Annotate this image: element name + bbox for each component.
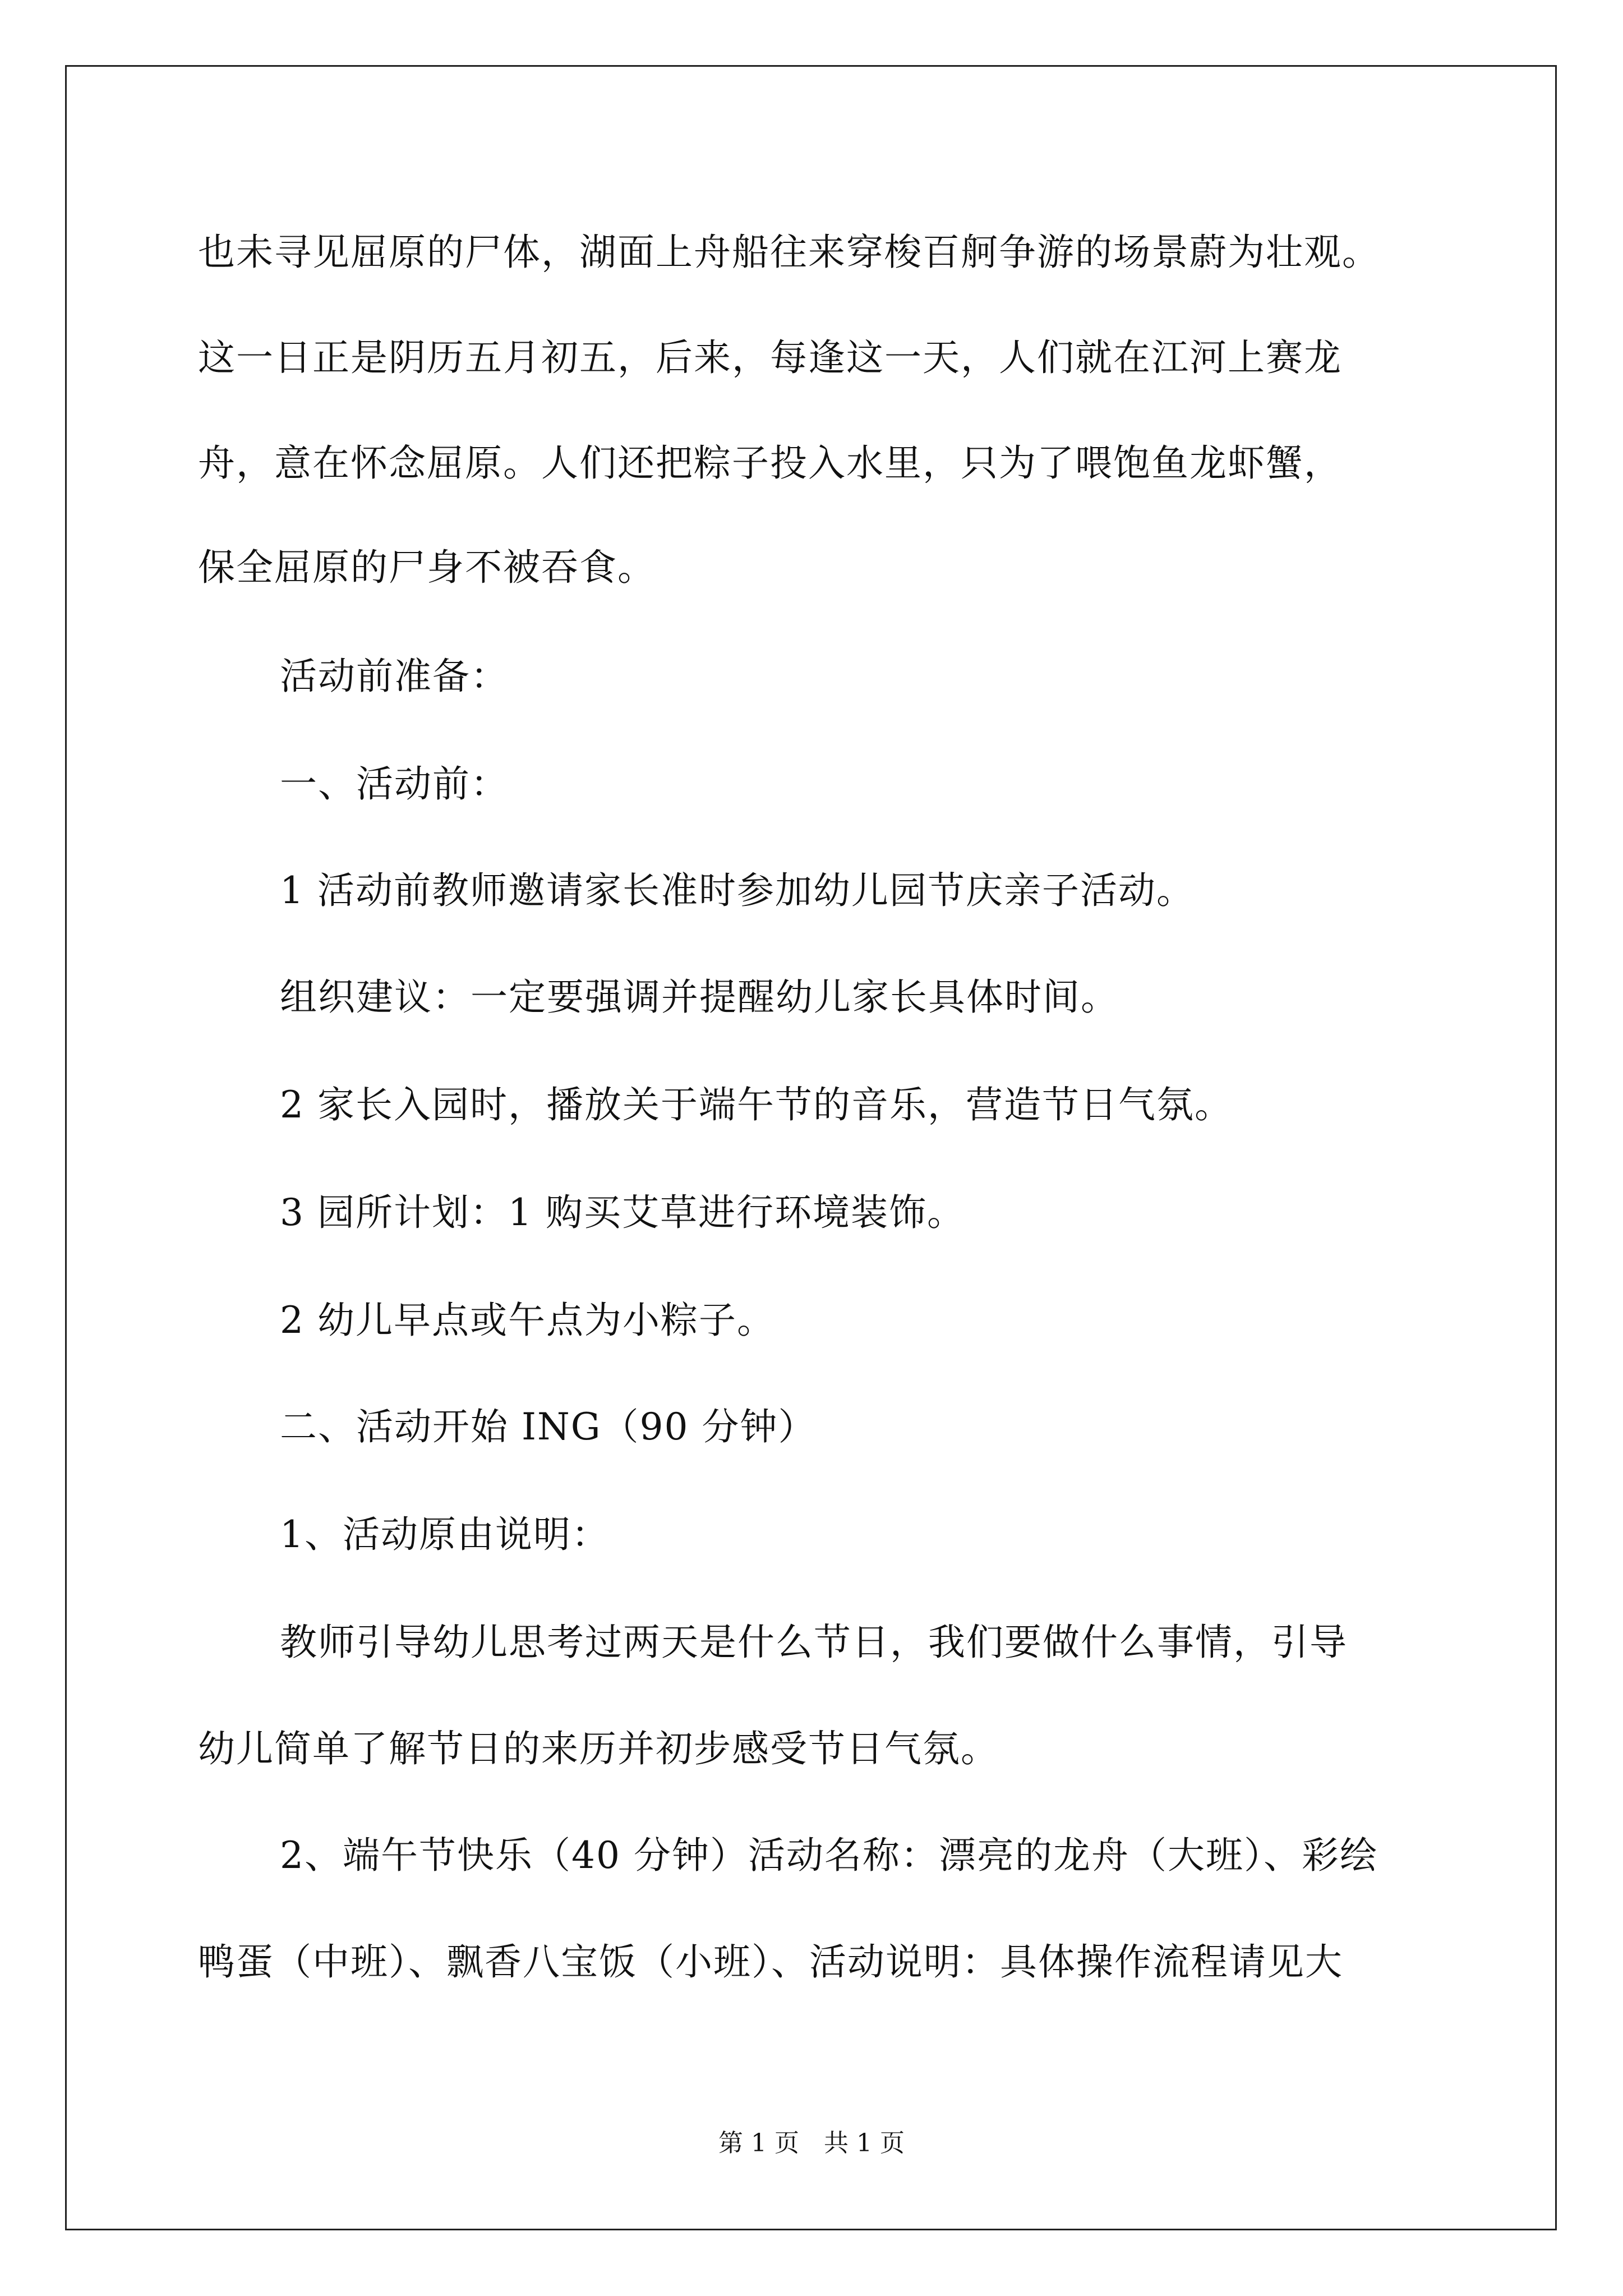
text-line: 鸭蛋（中班）、飘香八宝饭（小班）、活动说明：具体操作流程请见大 [198,1940,1343,1984]
section-heading: 活动前准备： [280,655,509,698]
text-line: 3 园所计划：1 购买艾草进行环境装饰。 [280,1191,965,1234]
page-footer: 第 1 页 共 1 页 [718,2129,905,2157]
text-line: 幼儿简单了解节日的来历并初步感受节日气氛。 [198,1727,999,1770]
section-heading: 1、活动原由说明： [280,1513,610,1556]
text-line: 保全屈原的尸身不被吞食。 [198,546,656,589]
text-line: 2 家长入园时，播放关于端午节的音乐，营造节日气氛。 [280,1083,1233,1126]
text-line: 舟，意在怀念屈原。人们还把粽子投入水里，只为了喂饱鱼龙虾蟹， [198,441,1342,485]
text-line: 2 幼儿早点或午点为小粽子。 [280,1299,775,1342]
text-line: 这一日正是阴历五月初五，后来，每逢这一天，人们就在江河上赛龙 [198,336,1342,379]
text-line: 2、端午节快乐（40 分钟）活动名称：漂亮的龙舟（大班）、彩绘 [280,1834,1378,1877]
text-line: 教师引导幼儿思考过两天是什么节日，我们要做什么事情，引导 [280,1621,1348,1664]
section-heading: 二、活动开始 ING（90 分钟） [280,1405,817,1448]
text-line: 1 活动前教师邀请家长准时参加幼儿园节庆亲子活动。 [280,869,1195,912]
text-line: 也未寻见屈原的尸体，湖面上舟船往来穿梭百舸争游的场景蔚为壮观。 [198,231,1380,274]
page-border [65,65,1557,2230]
section-heading: 一、活动前： [280,762,509,806]
text-line: 组织建议：一定要强调并提醒幼儿家长具体时间。 [280,976,1119,1019]
